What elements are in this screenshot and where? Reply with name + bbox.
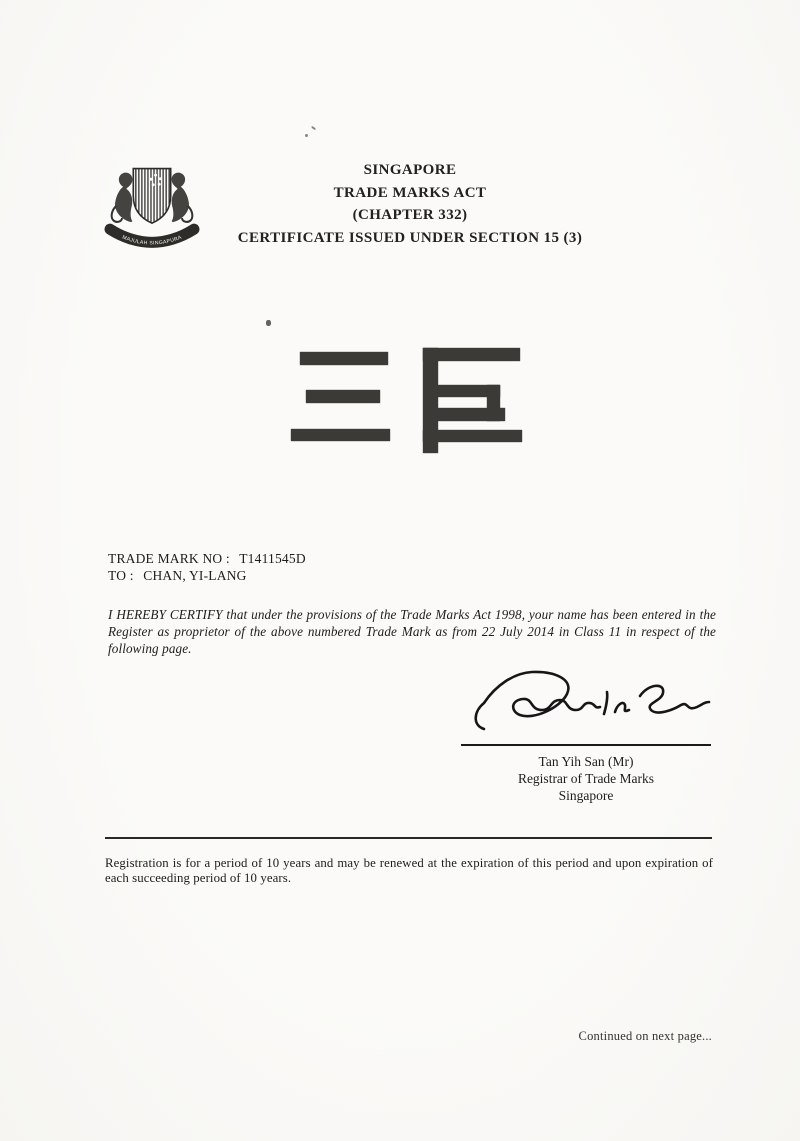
header-line-act: TRADE MARKS ACT (333, 184, 487, 201)
trademark-number-value: T1411545D (239, 551, 306, 566)
proprietor-value: CHAN, YI-LANG (143, 567, 247, 583)
signatory-place: Singapore (558, 788, 614, 803)
signatory-name: Tan Yih San (Mr) (538, 754, 634, 769)
renewal-note: Registration is for a period of 10 years and may be renewed at the expiration of this period and upon expiration of each succeeding period of 10 years. (105, 855, 713, 886)
header-line-section: CERTIFICATE ISSUED UNDER SECTION 15 (3) (237, 229, 583, 246)
trademark-number-row (108, 551, 312, 568)
registrar-signature (460, 663, 712, 739)
signatory-block (461, 753, 711, 804)
header-line-chapter: (CHAPTER 332) (352, 207, 468, 223)
tm-char2-stroke (423, 430, 522, 442)
continued-note: Continued on next page... (578, 1029, 712, 1043)
tm-char1-stroke (306, 390, 380, 403)
proprietor-label: TO : (108, 567, 134, 583)
crest-banner-text: MAJULAH SINGAPURA (121, 234, 183, 247)
certification-paragraph: I HEREBY CERTIFY that under the provisions of the Trade Marks Act 1998, your name has been entered in the Register as proprietor of the above numbered Trade Mark as from 22 July 2014 in Class 11 in respect of the following page. (108, 607, 716, 656)
registration-details (108, 551, 312, 584)
trademark-image (291, 344, 531, 459)
scan-artifact (305, 134, 308, 137)
certificate-header (150, 159, 670, 249)
tm-char2-stroke (438, 408, 505, 421)
proprietor-row (108, 568, 312, 585)
tm-char1-stroke (300, 352, 388, 365)
scan-artifact (311, 126, 316, 131)
scan-artifact (266, 320, 271, 326)
footer-rule (105, 837, 712, 839)
signature-rule (461, 744, 711, 746)
trademark-number-label: TRADE MARK NO : (108, 551, 230, 566)
header-line-country: SINGAPORE (363, 162, 457, 178)
tm-char1-stroke (291, 429, 390, 441)
signatory-title: Registrar of Trade Marks (517, 771, 655, 786)
